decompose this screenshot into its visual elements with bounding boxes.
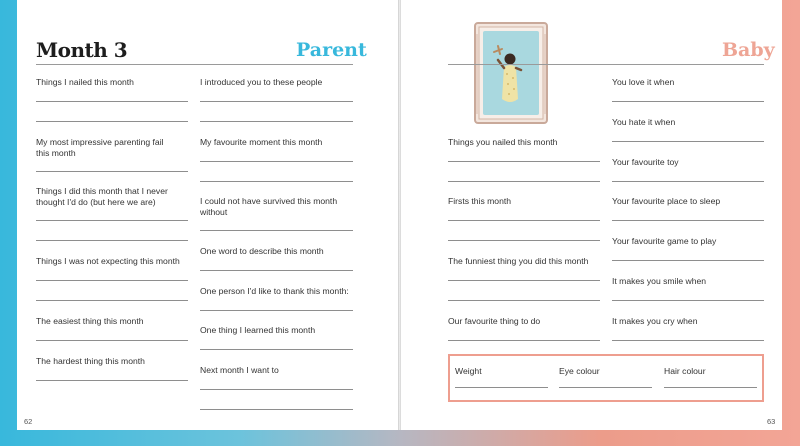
- write-line: [200, 310, 353, 311]
- write-line: [612, 101, 764, 102]
- write-line: [36, 121, 188, 122]
- measurements-box: [448, 354, 764, 402]
- write-line: [200, 101, 353, 102]
- write-line: [200, 270, 353, 271]
- write-line: [612, 300, 764, 301]
- prompt-baby-nailed: Things you nailed this month: [448, 137, 558, 147]
- header-rule: [448, 64, 764, 65]
- write-line: [612, 181, 764, 182]
- write-line: [200, 121, 353, 122]
- page-number-left: 62: [24, 417, 33, 426]
- prompt-parent-one-word: One word to describe this month: [200, 246, 324, 256]
- page-title: Month 3: [36, 38, 128, 62]
- hair-colour-label: Hair colour: [664, 366, 706, 376]
- header-rule: [36, 64, 353, 65]
- prompt-baby-favourite-thing: Our favourite thing to do: [448, 316, 541, 326]
- prompt-parent-easiest: The easiest thing this month: [36, 316, 144, 326]
- write-line: [36, 300, 188, 301]
- write-line: [448, 280, 600, 281]
- prompt-parent-introduced: I introduced you to these people: [200, 77, 323, 87]
- prompt-parent-favourite-moment: My favourite moment this month: [200, 137, 323, 147]
- prompt-parent-fail: My most impressive parenting fail this month: [36, 137, 164, 158]
- write-line: [448, 220, 600, 221]
- write-line: [612, 220, 764, 221]
- prompt-parent-next-month: Next month I want to: [200, 365, 279, 375]
- page-number-right: 63: [767, 417, 776, 426]
- write-line: [36, 240, 188, 241]
- prompt-baby-smile: It makes you smile when: [612, 276, 707, 286]
- write-line: [200, 389, 353, 390]
- prompt-parent-thank: One person I'd like to thank this month:: [200, 286, 349, 296]
- eye-colour-line: [559, 387, 652, 388]
- write-line: [612, 340, 764, 341]
- write-line: [448, 181, 600, 182]
- write-line: [36, 220, 188, 221]
- prompt-parent-never-thought: Things I did this month that I never thought I'd do (but here we are): [36, 186, 168, 207]
- write-line: [200, 181, 353, 182]
- write-line: [36, 101, 188, 102]
- write-line: [612, 141, 764, 142]
- weight-line: [455, 387, 548, 388]
- write-line: [36, 171, 188, 172]
- write-line: [36, 340, 188, 341]
- prompt-parent-nailed: Things I nailed this month: [36, 77, 134, 87]
- eye-colour-label: Eye colour: [559, 366, 600, 376]
- write-line: [36, 280, 188, 281]
- write-line: [200, 409, 353, 410]
- write-line: [200, 161, 353, 162]
- weight-label: Weight: [455, 366, 482, 376]
- write-line: [448, 340, 600, 341]
- prompt-baby-cry: It makes you cry when: [612, 316, 698, 326]
- baby-in-crib-icon: [474, 22, 548, 124]
- prompt-baby-game: Your favourite game to play: [612, 236, 717, 246]
- prompt-parent-not-expecting: Things I was not expecting this month: [36, 256, 180, 266]
- prompt-baby-hate: You hate it when: [612, 117, 676, 127]
- write-line: [612, 260, 764, 261]
- prompt-parent-learned: One thing I learned this month: [200, 325, 316, 335]
- prompt-baby-love: You love it when: [612, 77, 675, 87]
- prompt-baby-funniest: The funniest thing you did this month: [448, 256, 589, 266]
- write-line: [448, 161, 600, 162]
- section-heading-baby: Baby: [722, 39, 775, 61]
- write-line: [448, 240, 600, 241]
- prompt-baby-firsts: Firsts this month: [448, 196, 512, 206]
- section-heading-parent: Parent: [296, 39, 367, 61]
- prompt-baby-toy: Your favourite toy: [612, 157, 679, 167]
- prompt-parent-survived: I could not have survived this month without: [200, 196, 338, 217]
- write-line: [200, 349, 353, 350]
- write-line: [448, 300, 600, 301]
- hair-colour-line: [664, 387, 757, 388]
- prompt-baby-sleep-place: Your favourite place to sleep: [612, 196, 721, 206]
- write-line: [36, 380, 188, 381]
- write-line: [200, 230, 353, 231]
- prompt-parent-hardest: The hardest thing this month: [36, 356, 145, 366]
